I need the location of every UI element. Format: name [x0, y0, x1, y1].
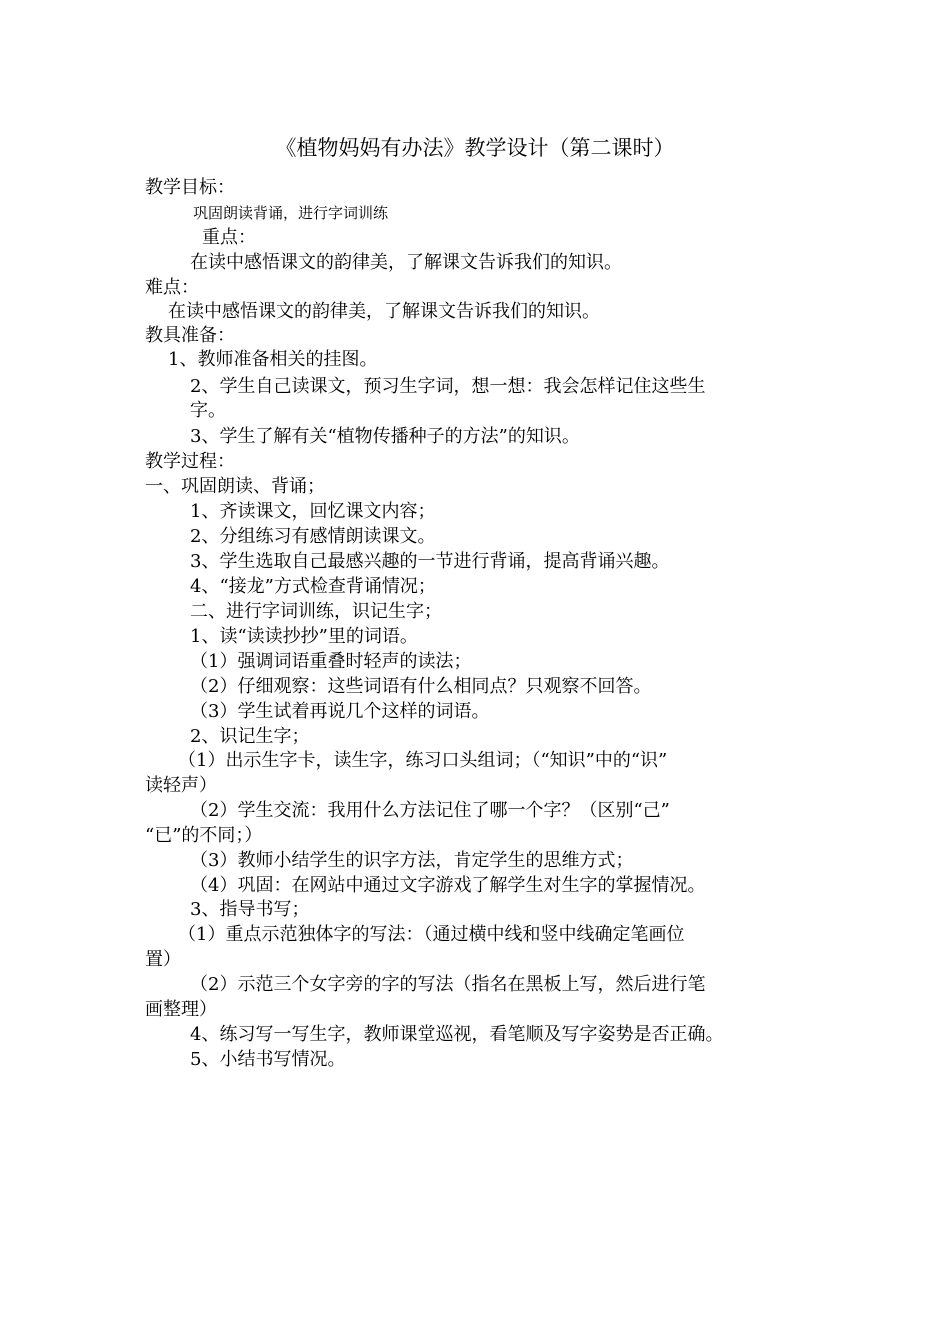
list-item: （2）仔细观察：这些词语有什么相同点？只观察不回答。 [190, 676, 652, 697]
prep-item-continued: 字。 [190, 400, 226, 421]
list-item: （2）学生交流：我用什么方法记住了哪一个字？（区别“己” [190, 800, 670, 821]
list-item: 2、分组练习有感情朗读课文。 [190, 526, 436, 547]
prep-item: 2、学生自己读课文，预习生字词，想一想：我会怎样记住这些生 [190, 376, 706, 397]
list-item: （2）示范三个女字旁的字的写法（指名在黑板上写，然后进行笔 [190, 974, 706, 995]
list-item: 4、“接龙”方式检查背诵情况； [190, 576, 436, 597]
list-item: （1）重点示范独体字的写法：（通过横中线和竖中线确定笔画位 [178, 924, 685, 945]
list-item: （3）学生试着再说几个这样的词语。 [190, 701, 490, 722]
list-item-continued: 置） [145, 949, 181, 970]
difficulty-text: 在读中感悟课文的韵律美，了解课文告诉我们的知识。 [168, 301, 600, 322]
subsection-heading: 4、练习写一写生字，教师课堂巡视，看笔顺及写字姿势是否正确。 [190, 1024, 724, 1045]
list-item-continued: 读轻声） [145, 775, 217, 796]
subsection-heading: 5、小结书写情况。 [190, 1049, 346, 1070]
list-item: （1）强调词语重叠时轻声的读法； [190, 651, 472, 672]
subsection-heading: 3、指导书写； [190, 899, 310, 920]
key-heading: 重点： [202, 227, 256, 248]
document-title: 《植物妈妈有办法》教学设计（第二课时） [275, 136, 675, 160]
list-item-continued: “已”的不同；） [145, 825, 263, 846]
subsection-heading: 2、识记生字； [190, 726, 310, 747]
list-item: （1）出示生字卡，读生字，练习口头组词；（“知识”中的“识” [178, 750, 668, 771]
prep-heading: 教具准备： [145, 325, 235, 346]
section-heading: 一、巩固朗读、背诵； [145, 476, 325, 497]
section-heading: 二、进行字词训练，识记生字； [190, 601, 442, 622]
subsection-heading: 1、读“读读抄抄”里的词语。 [190, 626, 418, 647]
key-text: 在读中感悟课文的韵律美，了解课文告诉我们的知识。 [190, 252, 622, 273]
prep-item: 3、学生了解有关“植物传播种子的方法”的知识。 [190, 426, 580, 447]
list-item: 1、齐读课文，回忆课文内容； [190, 501, 436, 522]
goals-text: 巩固朗读背诵，进行字词训练 [193, 204, 389, 222]
goals-heading: 教学目标： [145, 177, 235, 198]
list-item-continued: 画整理） [145, 999, 217, 1020]
list-item: 3、学生选取自己最感兴趣的一节进行背诵，提高背诵兴趣。 [190, 551, 670, 572]
list-item: （4）巩固：在网站中通过文字游戏了解学生对生字的掌握情况。 [190, 875, 706, 896]
difficulty-heading: 难点： [145, 277, 199, 298]
prep-item: 1、教师准备相关的挂图。 [168, 349, 378, 370]
list-item: （3）教师小结学生的识字方法，肯定学生的思维方式； [190, 850, 634, 871]
process-heading: 教学过程： [145, 451, 235, 472]
